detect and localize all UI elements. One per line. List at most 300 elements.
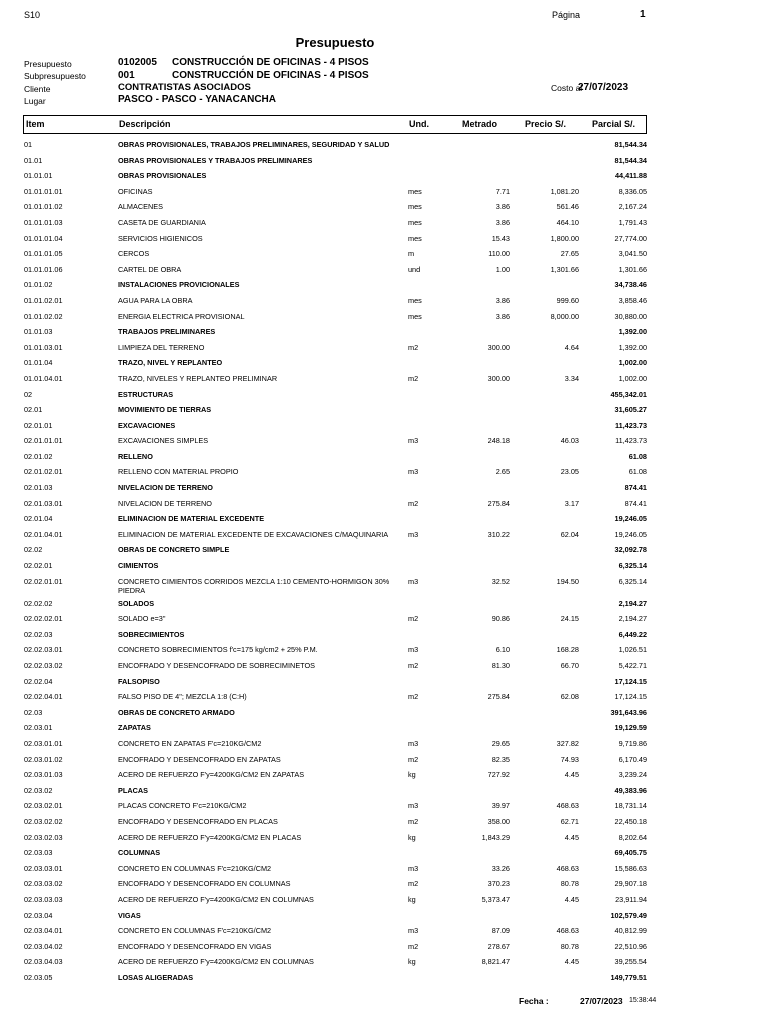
cell-item: 02.03.02.02 [24, 816, 63, 826]
cell-parcial: 69,405.75 [614, 848, 647, 858]
cell-item: 02.01.02.01 [24, 467, 63, 477]
cell-item: 01.01 [24, 155, 43, 165]
cell-descripcion: CERCOS [118, 249, 150, 259]
cell-parcial: 39,255.54 [614, 957, 647, 967]
cell-descripcion: ELIMINACION DE MATERIAL EXCEDENTE [118, 514, 265, 524]
cell-metrado: 3.86 [495, 295, 510, 305]
cell-parcial: 1,791.43 [618, 217, 647, 227]
cell-item: 02.01.04 [24, 514, 53, 524]
cell-metrado: 300.00 [487, 342, 510, 352]
cell-precio: 4.45 [564, 770, 579, 780]
cell-descripcion: CONCRETO CIMIENTOS CORRIDOS MEZCLA 1:10 CEMENTO-HORMIGON 30% PIEDRA [118, 576, 390, 596]
cell-descripcion: CONCRETO EN COLUMNAS F'c=210KG/CM2 [118, 926, 272, 936]
table-row [0, 138, 768, 154]
table-row [0, 481, 768, 497]
cell-precio: 327.82 [556, 738, 579, 748]
table-row [0, 247, 768, 263]
cell-metrado: 90.86 [491, 614, 510, 624]
cell-und: m2 [408, 661, 419, 670]
table-row [0, 659, 768, 675]
cell-metrado: 1,843.29 [481, 832, 510, 842]
cell-precio: 4.45 [564, 832, 579, 842]
cell-item: 01.01.04 [24, 358, 53, 368]
table-row [0, 263, 768, 279]
cell-precio: 8,000.00 [550, 311, 579, 321]
cell-descripcion: OFICINAS [118, 186, 153, 196]
cell-descripcion: PLACAS [118, 785, 148, 795]
table-row [0, 971, 768, 987]
table-row [0, 737, 768, 753]
cell-und: m2 [408, 614, 419, 624]
cell-descripcion: RELLENO [118, 451, 153, 461]
lugar-label: Lugar [24, 96, 46, 106]
cell-item: 01.01.03.01 [24, 342, 63, 352]
cell-item: 02.03.01 [24, 723, 53, 733]
cell-metrado: 39.97 [491, 801, 510, 811]
budget-table-body [0, 138, 768, 986]
cell-item: 01.01.01.04 [24, 233, 63, 243]
presupuesto-label: Presupuesto [24, 59, 72, 69]
cell-descripcion: CONCRETO EN ZAPATAS F'c=210KG/CM2 [118, 738, 262, 748]
cell-metrado: 278.67 [487, 941, 510, 951]
cell-descripcion: ENCOFRADO Y DESENCOFRADO DE SOBRECIMINETOS [118, 661, 316, 670]
cell-metrado: 82.35 [491, 754, 510, 764]
cell-descripcion: NIVELACION DE TERRENO [118, 498, 212, 508]
table-row [0, 955, 768, 971]
cell-parcial: 23,911.94 [615, 894, 647, 904]
cell-parcial: 6,325.14 [618, 576, 647, 586]
table-row [0, 278, 768, 294]
table-row [0, 753, 768, 769]
cell-parcial: 6,325.14 [618, 561, 647, 571]
cell-metrado: 727.92 [487, 770, 510, 780]
cell-parcial: 19,246.05 [614, 529, 647, 539]
table-row [0, 185, 768, 201]
cell-descripcion: ZAPATAS [118, 723, 151, 733]
cell-parcial: 149,779.51 [610, 972, 647, 982]
cell-metrado: 3.86 [495, 311, 510, 321]
cell-und: mes [408, 202, 422, 212]
col-parcial: Parcial S/. [592, 119, 636, 129]
cell-descripcion: OBRAS PROVISIONALES [118, 171, 207, 181]
cell-item: 02.03.01.02 [24, 754, 63, 764]
cell-metrado: 248.18 [487, 436, 510, 446]
table-row [0, 325, 768, 341]
cell-parcial: 1,002.00 [618, 358, 647, 368]
table-row [0, 721, 768, 737]
cell-precio: 4.45 [564, 957, 579, 967]
cell-precio: 62.08 [560, 692, 579, 702]
cell-precio: 561.46 [556, 202, 579, 212]
table-row [0, 543, 768, 559]
cell-item: 02.02.03.01 [24, 645, 63, 655]
table-row [0, 784, 768, 800]
table-row [0, 815, 768, 831]
cell-descripcion: CASETA DE GUARDIANIA [118, 217, 206, 227]
cell-item: 01.01.01.01 [24, 186, 63, 196]
cell-precio: 24.15 [560, 614, 579, 624]
cell-item: 01.01.01 [24, 171, 53, 181]
cell-und: m2 [408, 692, 419, 702]
col-metrado: Metrado [462, 119, 498, 129]
cell-parcial: 61.08 [628, 451, 647, 461]
cell-precio: 464.10 [556, 217, 579, 227]
cell-und: kg [408, 894, 416, 904]
cell-precio: 74.93 [560, 754, 579, 764]
cell-parcial: 17,124.15 [614, 692, 647, 702]
cell-item: 02.02 [24, 545, 43, 555]
table-row [0, 169, 768, 185]
cell-item: 02.03.03 [24, 848, 53, 858]
table-row [0, 356, 768, 372]
cell-descripcion: ACERO DE REFUERZO F'y=4200KG/CM2 EN COLUMNAS [118, 894, 314, 904]
cell-metrado: 81.30 [491, 661, 510, 670]
cell-item: 02.01.02 [24, 451, 53, 461]
cell-parcial: 1,392.00 [618, 342, 647, 352]
cell-descripcion: FALSOPISO [118, 676, 160, 686]
cell-metrado: 1.00 [495, 264, 510, 274]
cell-precio: 168.28 [556, 645, 579, 655]
cell-descripcion: INSTALACIONES PROVICIONALES [118, 280, 240, 290]
table-row [0, 690, 768, 706]
cell-und: m2 [408, 754, 419, 764]
table-row [0, 909, 768, 925]
table-header [23, 115, 647, 134]
presupuesto-name: CONSTRUCCIÓN DE OFICINAS - 4 PISOS [172, 57, 369, 68]
cell-item: 02 [24, 389, 33, 399]
cell-parcial: 2,167.24 [618, 202, 647, 212]
cell-item: 02.02.02.01 [24, 614, 63, 624]
cell-descripcion: ENERGIA ELECTRICA PROVISIONAL [118, 311, 245, 321]
table-row [0, 575, 768, 597]
col-descripcion: Descripción [119, 119, 171, 129]
cell-und: m2 [408, 879, 419, 889]
cell-precio: 1,301.66 [550, 264, 579, 274]
cell-precio: 23.05 [560, 467, 579, 477]
cell-parcial: 31,605.27 [614, 405, 647, 415]
fecha-label: Fecha : [519, 996, 549, 1006]
page-label: Página [552, 10, 581, 20]
cell-item: 02.01.04.01 [24, 529, 63, 539]
table-row [0, 341, 768, 357]
cell-descripcion: ENCOFRADO Y DESENCOFRADO EN COLUMNAS [118, 879, 291, 889]
cell-precio: 468.63 [556, 863, 579, 873]
cell-und: m2 [408, 342, 419, 352]
cell-metrado: 3.86 [495, 217, 510, 227]
cell-parcial: 3,858.46 [618, 295, 647, 305]
cell-metrado: 32.52 [491, 576, 510, 586]
cell-item: 01.01.02.02 [24, 311, 63, 321]
cell-item: 02.02.02 [24, 598, 53, 608]
table-row [0, 643, 768, 659]
table-row [0, 612, 768, 628]
table-row [0, 559, 768, 575]
cell-item: 02.01.01 [24, 420, 53, 430]
cell-und: mes [408, 186, 422, 196]
cell-item: 02.02.01.01 [24, 576, 63, 586]
cell-parcial: 1,392.00 [618, 327, 647, 337]
cell-parcial: 81,544.34 [614, 140, 647, 149]
cell-metrado: 275.84 [487, 498, 510, 508]
cell-metrado: 87.09 [491, 926, 510, 936]
cell-item: 02.03.04.01 [24, 926, 63, 936]
cell-item: 01.01.04.01 [24, 373, 63, 383]
table-row [0, 216, 768, 232]
cliente-value: CONTRATISTAS ASOCIADOS [118, 82, 251, 93]
cell-metrado: 370.23 [487, 879, 510, 889]
software-code: S10 [24, 10, 41, 20]
table-row [0, 388, 768, 404]
cell-metrado: 2.65 [495, 467, 510, 477]
cell-parcial: 11,423.73 [614, 420, 647, 430]
cell-metrado: 29.65 [491, 738, 510, 748]
cell-und: m3 [408, 645, 419, 655]
cliente-label: Cliente [24, 84, 51, 94]
table-row [0, 512, 768, 528]
cell-descripcion: ACERO DE REFUERZO F'y=4200KG/CM2 EN ZAPATAS [118, 770, 305, 780]
cell-item: 01.01.01.05 [24, 249, 63, 259]
cell-item: 02.03.02.03 [24, 832, 63, 842]
cell-descripcion: ENCOFRADO Y DESENCOFRADO EN ZAPATAS [118, 754, 281, 764]
col-precio: Precio S/. [525, 119, 567, 129]
cell-und: mes [408, 233, 422, 243]
table-row [0, 450, 768, 466]
cell-parcial: 32,092.78 [614, 545, 647, 555]
cell-descripcion: OBRAS DE CONCRETO ARMADO [118, 707, 235, 717]
subpresupuesto-name: CONSTRUCCIÓN DE OFICINAS - 4 PISOS [172, 70, 369, 81]
cell-und: m3 [408, 801, 419, 811]
col-item: Item [26, 119, 45, 129]
cell-precio: 80.78 [560, 879, 579, 889]
cell-item: 02.02.03 [24, 629, 53, 639]
table-row [0, 497, 768, 513]
cell-item: 01.01.02 [24, 280, 53, 290]
cell-und: m2 [408, 498, 419, 508]
cell-precio: 27.65 [560, 249, 579, 259]
cell-item: 01.01.03 [24, 327, 53, 337]
cell-item: 02.03.04 [24, 910, 53, 920]
cell-item: 01 [24, 140, 33, 149]
cell-parcial: 8,336.05 [618, 186, 647, 196]
cell-parcial: 19,246.05 [614, 514, 647, 524]
cell-precio: 46.03 [560, 436, 579, 446]
table-row [0, 675, 768, 691]
cell-parcial: 18,731.14 [614, 801, 647, 811]
table-row [0, 403, 768, 419]
cell-item: 02.03.03.01 [24, 863, 63, 873]
cell-metrado: 110.00 [488, 249, 510, 259]
cell-descripcion: CARTEL DE OBRA [118, 264, 182, 274]
table-row [0, 465, 768, 481]
cell-item: 01.01.01.02 [24, 202, 63, 212]
cell-item: 02.01.03 [24, 483, 53, 493]
cell-descripcion: COLUMNAS [118, 848, 161, 858]
cell-item: 02.01 [24, 405, 43, 415]
cell-descripcion: EXCAVACIONES SIMPLES [118, 436, 209, 446]
cell-parcial: 5,422.71 [618, 661, 647, 670]
cell-descripcion: NIVELACION DE TERRENO [118, 483, 213, 493]
cell-und: m3 [408, 926, 419, 936]
cell-descripcion: ESTRUCTURAS [118, 389, 174, 399]
cell-parcial: 874.41 [624, 483, 647, 493]
col-und: Und. [409, 119, 429, 129]
cell-precio: 3.34 [564, 373, 579, 383]
cell-parcial: 6,170.49 [618, 754, 647, 764]
costo-date: 27/07/2023 [578, 82, 629, 93]
cell-item: 02.02.04.01 [24, 692, 63, 702]
cell-parcial: 455,342.01 [610, 389, 647, 399]
cell-item: 02.01.01.01 [24, 436, 63, 446]
cell-parcial: 3,239.24 [618, 770, 647, 780]
cell-parcial: 1,026.51 [618, 645, 647, 655]
cell-und: mes [408, 217, 422, 227]
fecha-value: 27/07/2023 [580, 996, 623, 1006]
cell-item: 02.03.04.03 [24, 957, 63, 967]
cell-metrado: 5,373.47 [481, 894, 510, 904]
cell-descripcion: ENCOFRADO Y DESENCOFRADO EN VIGAS [118, 941, 272, 951]
table-row [0, 200, 768, 216]
cell-item: 02.02.03.02 [24, 661, 63, 670]
cell-parcial: 11,423.73 [615, 436, 647, 446]
cell-precio: 62.04 [560, 529, 579, 539]
cell-descripcion: LOSAS ALIGERADAS [118, 972, 194, 982]
cell-parcial: 15,586.63 [614, 863, 647, 873]
table-row [0, 924, 768, 940]
cell-parcial: 22,510.96 [614, 941, 647, 951]
cell-descripcion: AGUA PARA LA OBRA [118, 295, 193, 305]
table-row [0, 294, 768, 310]
table-row [0, 846, 768, 862]
cell-parcial: 27,774.00 [614, 233, 647, 243]
cell-item: 02.03.02.01 [24, 801, 63, 811]
cell-descripcion: EXCAVACIONES [118, 420, 176, 430]
cell-und: mes [408, 295, 422, 305]
cell-parcial: 9,719.86 [618, 738, 647, 748]
cell-descripcion: VIGAS [118, 910, 141, 920]
cell-descripcion: TRABAJOS PRELIMINARES [118, 327, 216, 337]
cell-und: kg [408, 770, 416, 780]
cell-descripcion: CIMIENTOS [118, 561, 159, 571]
cell-item: 02.03 [24, 707, 43, 717]
cell-precio: 1,081.20 [550, 186, 579, 196]
table-row [0, 862, 768, 878]
cell-precio: 1,800.00 [550, 233, 579, 243]
cell-parcial: 30,880.00 [614, 311, 647, 321]
cell-item: 02.02.04 [24, 676, 53, 686]
cell-und: m2 [408, 373, 419, 383]
table-row [0, 372, 768, 388]
cell-parcial: 391,643.96 [610, 707, 647, 717]
cell-descripcion: CONCRETO SOBRECIMIENTOS f'c=175 kg/cm2 + 25% P.M. [118, 645, 318, 655]
cell-descripcion: OBRAS PROVISIONALES Y TRABAJOS PRELIMINARES [118, 155, 313, 165]
cell-parcial: 49,383.96 [614, 785, 647, 795]
table-row [0, 831, 768, 847]
table-row [0, 434, 768, 450]
cell-und: m [408, 249, 415, 259]
cell-parcial: 8,202.64 [618, 832, 647, 842]
cell-descripcion: CONCRETO EN COLUMNAS F'c=210KG/CM2 [118, 863, 272, 873]
cell-und: und [408, 264, 421, 274]
cell-descripcion: SOBRECIMIENTOS [118, 629, 185, 639]
cell-parcial: 17,124.15 [614, 676, 647, 686]
cell-descripcion: ELIMINACION DE MATERIAL EXCEDENTE DE EXCAVACIONES C/MAQUINARIA [118, 529, 389, 539]
table-row [0, 940, 768, 956]
cell-metrado: 300.00 [487, 373, 510, 383]
cell-descripcion: ACERO DE REFUERZO F'y=4200KG/CM2 EN COLUMNAS [118, 957, 314, 967]
cell-item: 02.03.04.02 [24, 941, 63, 951]
cell-und: m3 [408, 467, 419, 477]
cell-precio: 468.63 [556, 801, 579, 811]
lugar-value: PASCO - PASCO - YANACANCHA [118, 94, 276, 105]
cell-und: kg [408, 832, 416, 842]
cell-metrado: 275.84 [487, 692, 510, 702]
cell-und: m2 [408, 941, 419, 951]
cell-item: 01.01.01.06 [24, 264, 63, 274]
cell-und: m3 [408, 738, 419, 748]
cell-precio: 468.63 [556, 926, 579, 936]
cell-und: mes [408, 311, 422, 321]
cell-item: 02.02.01 [24, 561, 53, 571]
cell-und: m3 [408, 863, 419, 873]
cell-precio: 3.17 [564, 498, 579, 508]
cell-precio: 80.78 [560, 941, 579, 951]
table-row [0, 877, 768, 893]
cell-parcial: 81,544.34 [614, 155, 647, 165]
cell-metrado: 6.10 [495, 645, 510, 655]
cell-descripcion: RELLENO CON MATERIAL PROPIO [118, 467, 239, 477]
cell-precio: 4.45 [564, 894, 579, 904]
cell-descripcion: TRAZO, NIVEL Y REPLANTEO [118, 358, 223, 368]
table-row [0, 419, 768, 435]
cell-parcial: 3,041.50 [618, 249, 647, 259]
subpresupuesto-label: Subpresupuesto [24, 71, 86, 81]
cell-und: m3 [408, 436, 419, 446]
cell-parcial: 1,002.00 [618, 373, 647, 383]
cell-descripcion: OBRAS DE CONCRETO SIMPLE [118, 545, 230, 555]
cell-descripcion: SERVICIOS HIGIENICOS [118, 233, 203, 243]
cell-descripcion: ENCOFRADO Y DESENCOFRADO EN PLACAS [118, 816, 278, 826]
table-row [0, 597, 768, 613]
hora-value: 15:38:44 [629, 997, 657, 1004]
cell-parcial: 61.08 [628, 467, 647, 477]
cell-parcial: 2,194.27 [618, 614, 647, 624]
cell-und: kg [408, 957, 416, 967]
table-row [0, 154, 768, 170]
cell-parcial: 34,738.46 [614, 280, 647, 290]
cell-parcial: 44,411.88 [614, 171, 647, 181]
cell-und: m2 [408, 816, 419, 826]
cell-metrado: 310.22 [487, 529, 510, 539]
cell-und: m3 [408, 576, 419, 586]
cell-parcial: 19,129.59 [614, 723, 647, 733]
cell-item: 02.03.05 [24, 972, 53, 982]
table-row [0, 310, 768, 326]
cell-precio: 999.60 [556, 295, 579, 305]
table-row [0, 706, 768, 722]
cell-metrado: 33.26 [491, 863, 510, 873]
cell-item: 02.01.03.01 [24, 498, 63, 508]
table-row [0, 232, 768, 248]
cell-descripcion: SOLADOS [118, 598, 155, 608]
cell-item: 01.01.01.03 [24, 217, 63, 227]
cell-metrado: 8,821.47 [481, 957, 510, 967]
cell-parcial: 29,907.18 [614, 879, 647, 889]
cell-precio: 62.71 [560, 816, 579, 826]
cell-precio: 194.50 [556, 576, 579, 586]
cell-metrado: 15.43 [491, 233, 510, 243]
cell-parcial: 22,450.18 [614, 816, 647, 826]
subpresupuesto-code: 001 [118, 70, 135, 81]
